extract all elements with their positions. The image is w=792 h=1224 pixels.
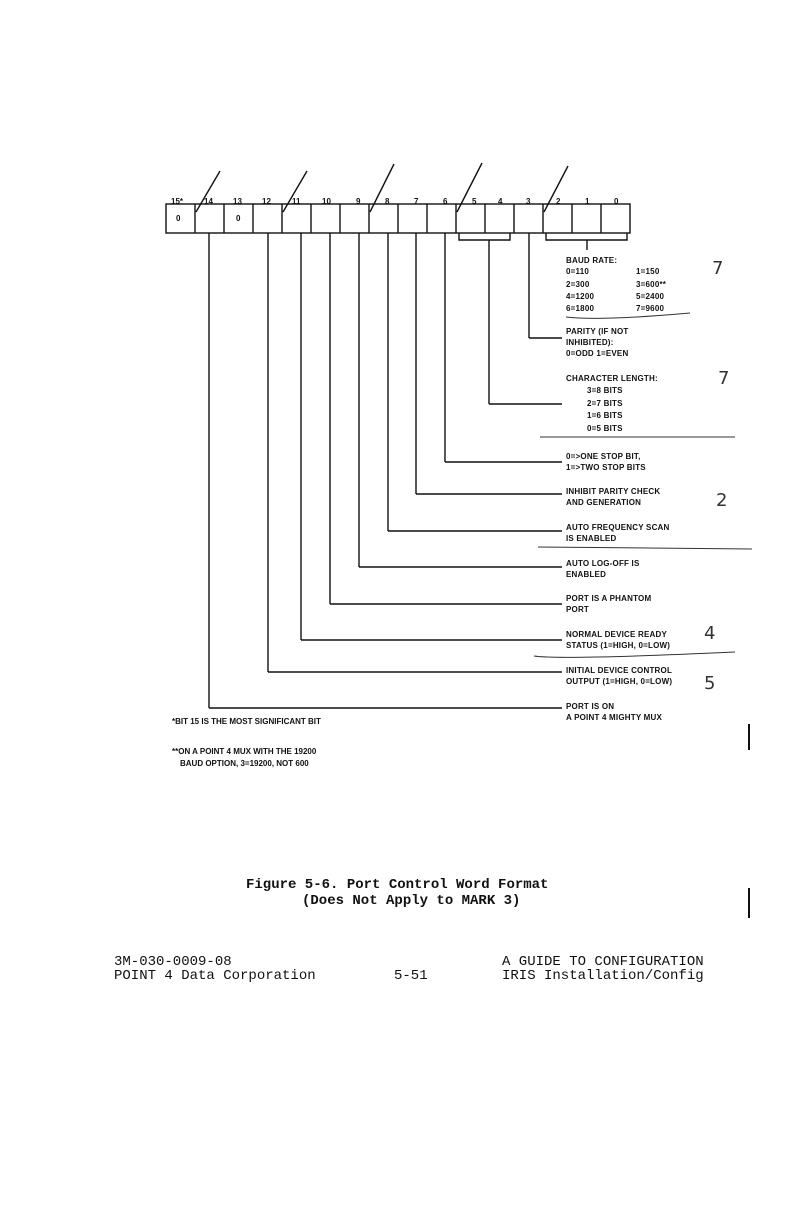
footnote-19200: **ON A POINT 4 MUX WITH THE 19200 BAUD OPTION, 3=19200, NOT 600 xyxy=(172,747,317,768)
change-bar xyxy=(748,724,750,750)
bit-number-3: 3 xyxy=(526,197,531,206)
bit-number-13: 13 xyxy=(233,197,242,206)
mighty-mux-label: PORT IS ON A POINT 4 MIGHTY MUX xyxy=(566,702,663,722)
char-length-opt: 2=7 BITS xyxy=(587,399,623,408)
section-title: A GUIDE TO CONFIGURATION xyxy=(502,954,704,970)
handwritten-mark: 7 xyxy=(718,368,730,389)
handwritten-mark: 5 xyxy=(704,673,716,694)
char-length-title: CHARACTER LENGTH: xyxy=(566,374,658,383)
parity-label: PARITY (IF NOT INHIBITED): 0=ODD 1=EVEN xyxy=(566,327,629,358)
page-number: 5-51 xyxy=(394,968,428,984)
bit-number-15: 15* xyxy=(171,197,184,206)
doc-number: 3M-030-0009-08 xyxy=(114,954,232,970)
auto-freq-label: AUTO FREQUENCY SCAN IS ENABLED xyxy=(566,523,670,543)
bit-number-6: 6 xyxy=(443,197,448,206)
bit-number-8: 8 xyxy=(385,197,390,206)
inhibit-parity-label: INHIBIT PARITY CHECK AND GENERATION xyxy=(566,487,661,507)
char-length-opt: 3=8 BITS xyxy=(587,386,623,395)
baud-rate-opt: 4=1200 xyxy=(566,292,595,301)
manual-title: IRIS Installation/Config xyxy=(502,968,704,984)
bit-number-4: 4 xyxy=(498,197,503,206)
phantom-port-label: PORT IS A PHANTOM PORT xyxy=(566,594,652,614)
handwritten-mark: 4 xyxy=(704,623,716,644)
bit15-value: 0 xyxy=(176,214,181,223)
char-length-opt: 0=5 BITS xyxy=(587,424,623,433)
device-control-label: INITIAL DEVICE CONTROL OUTPUT (1=HIGH, 0=LOW) xyxy=(566,666,673,686)
change-bar xyxy=(748,888,750,918)
device-ready-label: NORMAL DEVICE READY STATUS (1=HIGH, 0=LOW) xyxy=(566,630,671,650)
baud-rate-opt: 5=2400 xyxy=(636,292,665,301)
auto-logoff-label: AUTO LOG-OFF IS ENABLED xyxy=(566,559,640,579)
baud-rate-opt: 1=150 xyxy=(636,267,660,276)
handwritten-mark: 7 xyxy=(712,258,724,279)
figure-subcaption: (Does Not Apply to MARK 3) xyxy=(302,893,521,909)
bit-number-11: 11 xyxy=(292,197,301,206)
bit-number-10: 10 xyxy=(322,197,331,206)
bit13-value: 0 xyxy=(236,214,241,223)
bit-number-1: 1 xyxy=(585,197,590,206)
handwritten-mark: 2 xyxy=(716,490,728,511)
bit-number-5: 5 xyxy=(472,197,477,206)
bit-number-14: 14 xyxy=(204,197,213,206)
baud-rate-opt: 3=600** xyxy=(636,280,667,289)
baud-rate-opt: 7=9600 xyxy=(636,304,665,313)
baud-rate-opt: 2=300 xyxy=(566,280,590,289)
bit-number-9: 9 xyxy=(356,197,361,206)
bit-number-7: 7 xyxy=(414,197,419,206)
figure-caption: Figure 5-6. Port Control Word Format xyxy=(246,877,549,893)
char-length-opt: 1=6 BITS xyxy=(587,411,623,420)
bit-number-0: 0 xyxy=(614,197,619,206)
bit-number-2: 2 xyxy=(556,197,561,206)
baud-rate-opt: 6=1800 xyxy=(566,304,595,313)
bit-number-12: 12 xyxy=(262,197,271,206)
footnote-msb: *BIT 15 IS THE MOST SIGNIFICANT BIT xyxy=(172,717,321,726)
baud-rate-opt: 0=110 xyxy=(566,267,590,276)
baud-rate-title: BAUD RATE: xyxy=(566,256,618,265)
stop-bit-label: 0=>ONE STOP BIT, 1=>TWO STOP BITS xyxy=(566,452,646,472)
company-name: POINT 4 Data Corporation xyxy=(114,968,316,984)
